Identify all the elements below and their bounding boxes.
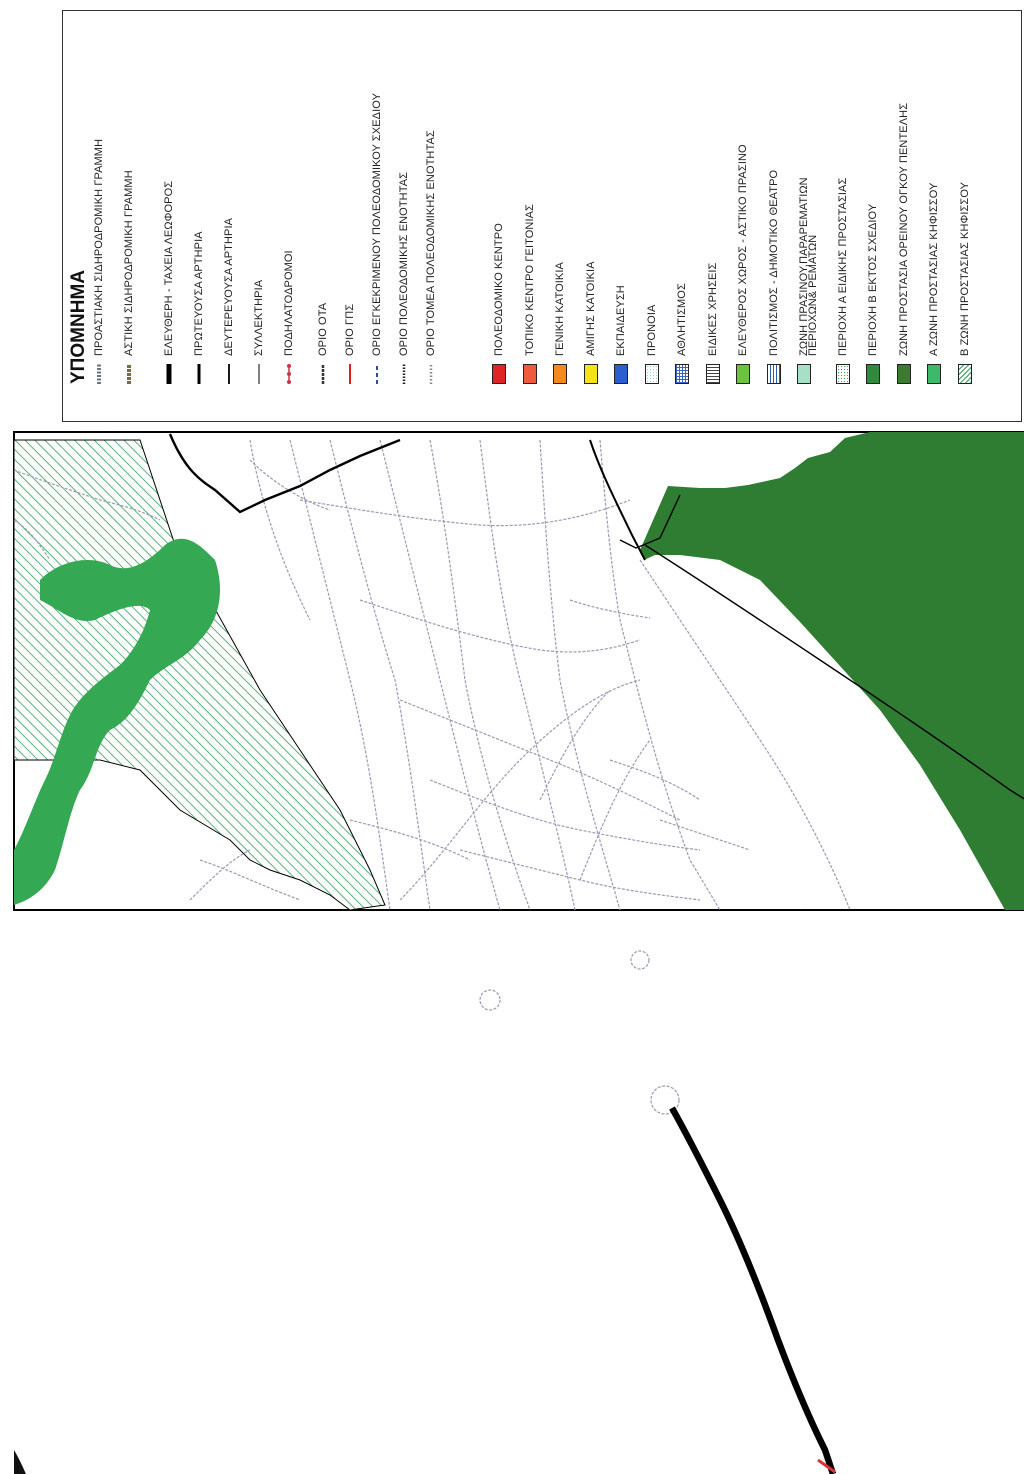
legend-label: ΟΡΙΟ ΟΤΑ (317, 302, 329, 356)
legend-label: ΣΥΛΛΕΚΤΗΡΙΑ (253, 279, 265, 356)
legend-label: ΟΡΙΟ ΠΟΛΕΟΔΟΜΙΚΗΣ ΕΝΟΤΗΤΑΣ (398, 171, 410, 356)
legend-swatch-line-5 (222, 364, 236, 384)
legend-label: ΕΚΠΑΙΔΕΥΣΗ (615, 285, 627, 356)
legend-label: ΠΕΡΙΟΧΗ Β ΕΚΤΟΣ ΣΧΕΔΙΟΥ (867, 203, 879, 356)
legend-label: ΠΟΔΗΛΑΤΟΔΡΟΜΟΙ (283, 250, 295, 356)
legend-item-line-2 (120, 170, 138, 384)
legend-label: ΖΩΝΗ ΠΡΑΣΙΝΟΥ,ΠΑΡΑΡΕΜΑΤΙΩΝ (798, 177, 810, 356)
legend-label: ΕΙΔΙΚΕΣ ΧΡΗΣΕΙΣ (706, 262, 719, 356)
legend-label: ΔΕΥΤΕΡΕΥΟΥΣΑ ΑΡΤΗΡΙΑ (223, 217, 235, 356)
legend-item-boundary-1 (314, 303, 332, 384)
legend-item-line-3 (160, 181, 178, 384)
legend-label: ΑΣΤΙΚΗ ΣΙΔΗΡΟΔΡΟΜΙΚΗ ΓΡΑΜΜΗ (123, 170, 135, 356)
legend-label: Α ΖΩΝΗ ΠΡΟΣΤΑΣΙΑΣ ΚΗΦΙΣΣΟΥ (928, 182, 940, 356)
legend-item-area-13 (864, 204, 882, 384)
legend-item-line-1 (90, 139, 108, 384)
legend-label: ΑΘΛΗΤΙΣΜΟΣ (676, 283, 688, 356)
legend-label: ΠΡΟΝΟΙΑ (645, 304, 658, 356)
legend-item-area-9 (734, 144, 752, 384)
legend-swatch-area-16 (958, 364, 972, 384)
legend-item-area-7 (673, 283, 691, 384)
legend-swatch-area-10 (767, 364, 781, 384)
legend-item-area-2 (521, 204, 539, 384)
legend-swatch-area-12 (836, 364, 850, 384)
legend-label: ΤΟΠΙΚΟ ΚΕΝΤΡΟ ΓΕΙΤΟΝΙΑΣ (523, 204, 536, 356)
legend-swatch-area-2 (523, 364, 537, 384)
legend-label: ΟΡΙΟ ΓΠΣ (344, 303, 356, 356)
legend-item-area-16 (956, 182, 974, 384)
legend-swatch-area-15 (927, 364, 941, 384)
legend-swatch-boundary-4 (397, 364, 411, 384)
legend-swatch-area-4 (584, 364, 598, 384)
legend-item-boundary-5 (422, 130, 440, 384)
legend-swatch-area-14 (897, 364, 911, 384)
legend-item-boundary-3 (368, 93, 386, 384)
legend-swatch-area-9 (736, 364, 750, 384)
legend-label: Β ΖΩΝΗ ΠΡΟΣΤΑΣΙΑΣ ΚΗΦΙΣΣΟΥ (958, 181, 971, 356)
legend-swatch-area-5 (614, 364, 628, 384)
legend-swatch-boundary-2 (343, 364, 357, 384)
legend-swatch-area-7 (675, 364, 689, 384)
legend-item-area-11 (795, 177, 819, 384)
legend-swatch-line-2 (122, 364, 136, 384)
legend-item-area-12 (834, 178, 852, 384)
legend-item-area-14 (895, 103, 913, 384)
legend-item-area-1 (490, 223, 508, 384)
kifissos-a-zone-lower (14, 1148, 270, 1230)
legend-label: ΓΕΝΙΚΗ ΚΑΤΟΙΚΙΑ (554, 262, 566, 356)
legend-label: ΠΟΛΙΤΙΣΜΟΣ - ΔΗΜΟΤΙΚΟ ΘΕΑΤΡΟ (767, 169, 780, 356)
corner-mark (14, 1450, 26, 1474)
legend-item-line-5 (220, 218, 238, 384)
legend-swatch-boundary-5 (424, 364, 438, 384)
legend-swatch-line-3 (162, 364, 176, 384)
kifissos-b-zone-lower (14, 1100, 330, 1250)
legend-label: ΠΡΟΑΣΤΙΑΚΗ ΣΙΔΗΡΟΔΡΟΜΙΚΗ ΓΡΑΜΜΗ (93, 138, 105, 356)
legend-label: ΠΡΩΤΕΥΟΥΣΑ ΑΡΤΗΡΙΑ (193, 231, 205, 356)
legend-item-line-4 (190, 231, 208, 384)
legend-item-area-3 (551, 262, 569, 384)
legend-label: ΕΛΕΥΘΕΡΟΣ ΧΩΡΟΣ - ΑΣΤΙΚΟ ΠΡΑΣΙΝΟ (737, 144, 749, 356)
legend-label: ΠΟΛΕΟΔΟΜΙΚΟ ΚΕΝΤΡΟ (493, 223, 505, 356)
legend-label: ΕΛΕΥΘΕΡΗ - ΤΑΧΕΙΑ ΛΕΩΦΟΡΟΣ (163, 180, 175, 356)
legend-swatch-area-13 (866, 364, 880, 384)
legend-swatch-area-3 (553, 364, 567, 384)
legend-item-boundary-2 (341, 304, 359, 384)
legend-label-line2: ΠΕΡΙΟΧΩΝ& ΡΕΜΑΤΩΝ (807, 234, 819, 356)
legend-swatch-area-8 (706, 364, 720, 384)
legend-label: ΟΡΙΟ ΕΓΚΕΚΡΙΜΕΝΟΥ ΠΟΛΕΟΔΟΜΙΚΟΥ ΣΧΕΔΙΟΥ (371, 92, 383, 356)
legend-item-area-10 (765, 170, 783, 384)
legend-label: ΠΕΡΙΟΧΗ Α ΕΙΔΙΚΗΣ ΠΡΟΣΤΑΣΙΑΣ (836, 177, 849, 356)
legend-label: ΖΩΝΗ ΠΡΟΣΤΑΣΙΑ ΟΡΕΙΝΟΥ ΟΓΚΟΥ ΠΕΝΤΕΛΗΣ (897, 102, 910, 356)
legend-swatch-line-7 (282, 364, 296, 384)
legend-swatch-area-11 (797, 364, 811, 384)
legend-item-area-15 (925, 183, 943, 384)
legend-item-line-6 (250, 280, 268, 384)
express-avenue (672, 1108, 833, 1474)
legend-swatch-boundary-1 (316, 364, 330, 384)
legend-swatch-line-4 (192, 364, 206, 384)
legend-item-area-8 (704, 263, 722, 384)
legend-swatch-line-1 (92, 364, 106, 384)
legend-item-area-6 (643, 305, 661, 384)
legend-title: ΥΠΟΜΝΗΜΑ (68, 270, 89, 384)
roundabouts (480, 951, 679, 1114)
legend-label: ΟΡΙΟ ΤΟΜΕΑ ΠΟΛΕΟΔΟΜΙΚΗΣ ΕΝΟΤΗΤΑΣ (425, 130, 437, 356)
legend-swatch-area-6 (645, 364, 659, 384)
legend-label: ΑΜΙΓΗΣ ΚΑΤΟΙΚΙΑ (584, 261, 597, 356)
legend-swatch-line-6 (252, 364, 266, 384)
legend-swatch-boundary-3 (370, 364, 384, 384)
legend-item-boundary-4 (395, 172, 413, 384)
legend-swatch-area-1 (492, 364, 506, 384)
legend-item-area-4 (582, 261, 600, 384)
legend-item-area-5 (612, 285, 630, 384)
legend-item-line-7 (280, 250, 298, 384)
